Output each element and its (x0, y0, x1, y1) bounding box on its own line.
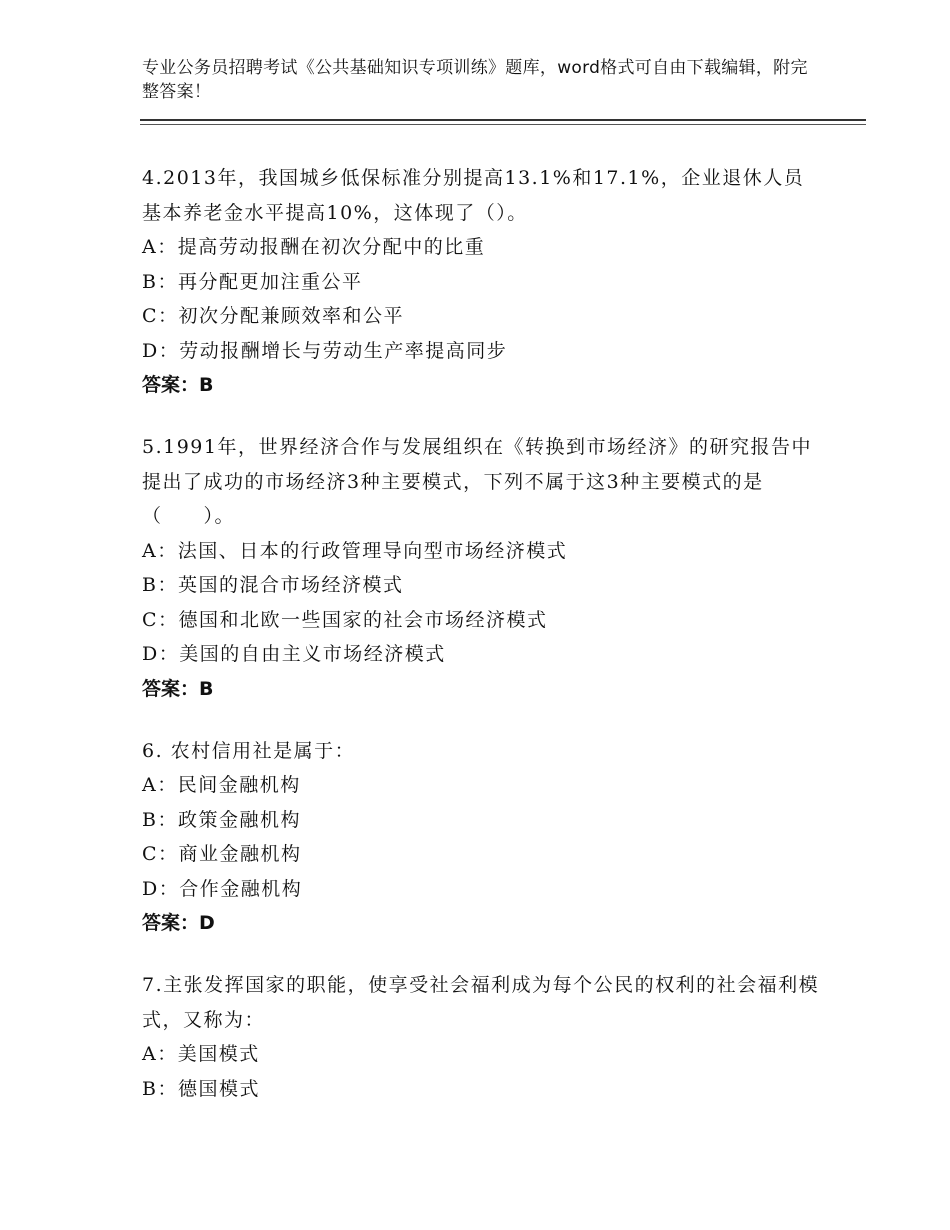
option-c: C：商业金融机构 (142, 843, 302, 865)
option-d: D：合作金融机构 (142, 877, 303, 900)
question-4 (142, 161, 822, 402)
question-7 (142, 968, 822, 1106)
answer-line: 答案：B (142, 677, 214, 700)
question-list (142, 161, 822, 1134)
question-stem: 4.2013年，我国城乡低保标准分别提高13.1%和17.1%，企业退休人员基本养老金水平提高10%，这体现了（）。 (142, 167, 805, 224)
option-a: A：民间金融机构 (142, 774, 301, 796)
question-6 (142, 734, 822, 941)
option-d: D：美国的自由主义市场经济模式 (142, 643, 446, 665)
answer-line: 答案：B (142, 374, 214, 396)
option-b: B：政策金融机构 (142, 808, 301, 831)
option-a: A：提高劳动报酬在初次分配中的比重 (142, 236, 486, 258)
document-header-note: 专业公务员招聘考试《公共基础知识专项训练》题库，word格式可自由下载编辑，附完整答案！ (142, 58, 808, 102)
question-stem: 6. 农村信用社是属于： (142, 739, 356, 762)
option-a: A：法国、日本的行政管理导向型市场经济模式 (142, 539, 568, 562)
header-divider-thin (140, 124, 866, 125)
option-b: B：德国模式 (142, 1077, 260, 1100)
option-d: D：劳动报酬增长与劳动生产率提高同步 (142, 339, 508, 362)
option-b: B：英国的混合市场经济模式 (142, 574, 404, 596)
header-divider-thick (140, 119, 866, 121)
question-5 (142, 430, 822, 706)
option-b: B：再分配更加注重公平 (142, 270, 363, 293)
option-a: A：美国模式 (142, 1043, 260, 1065)
option-c: C：初次分配兼顾效率和公平 (142, 305, 405, 327)
answer-line: 答案：D (142, 912, 215, 934)
question-stem: 7.主张发挥国家的职能，使享受社会福利成为每个公民的权利的社会福利模式，又称为： (142, 974, 820, 1031)
question-stem: 5.1991年，世界经济合作与发展组织在《转换到市场经济》的研究报告中提出了成功的市场经济3种主要模式，下列不属于这3种主要模式的是（ ）。 (142, 436, 812, 527)
option-c: C：德国和北欧一些国家的社会市场经济模式 (142, 608, 548, 631)
